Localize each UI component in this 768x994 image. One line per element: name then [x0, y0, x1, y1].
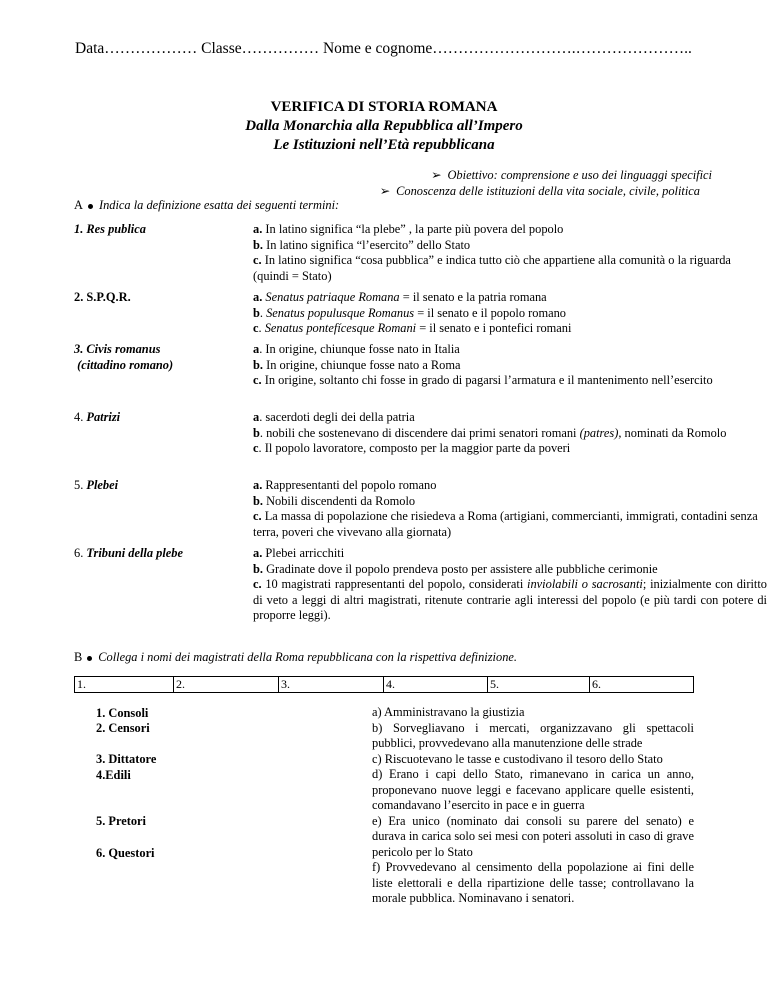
option-b[interactable]: b. Nobili discendenti da Romolo	[253, 493, 416, 508]
answer-cell[interactable]: 6.	[592, 677, 601, 691]
option-a[interactable]: a. sacerdoti degli dei della patria	[253, 410, 415, 424]
question-term: 3. Civis romanus (cittadino romano)	[74, 342, 174, 372]
question-term: 4. Patrizi	[74, 410, 121, 424]
definitions-list	[372, 705, 694, 907]
list-item: a) Amministravano la giustizia	[372, 705, 525, 719]
list-item: 5. Pretori	[96, 814, 146, 828]
title-block	[0, 98, 768, 155]
option-c[interactable]: c. Senatus pontefícesque Romani = il senato e i pontefici romani	[253, 321, 572, 335]
question-options	[253, 546, 767, 624]
list-item: c) Riscuotevano le tasse e custodivano il tesoro dello Stato	[372, 751, 663, 766]
answer-grid	[74, 676, 694, 693]
option-b[interactable]: b. In latino significa “l’esercito” dello Stato	[253, 237, 471, 252]
arrow-bullet-icon: ➢	[379, 183, 391, 198]
option-c[interactable]: c. In origine, soltanto chi fosse in grado di pagarsi l’armatura e il mantenimento nell’esercito	[253, 373, 713, 387]
list-item: 3. Dittatore	[96, 752, 157, 766]
student-info-line: Data……………… Classe…………… Nome e cognome……………………….…………………..	[75, 40, 692, 57]
list-item: d) Erano i capi dello Stato, rimanevano in carica un anno, proponevano nuove leggi e facevano applicare quelle esistenti, comandavano l’esercito in pace e in guerra	[372, 767, 694, 812]
question-options	[253, 222, 767, 284]
section-b-heading	[74, 650, 517, 665]
option-a[interactable]: a. Rappresentanti del popolo romano	[253, 478, 437, 492]
question-term: 6. Tribuni della plebe	[74, 546, 183, 560]
question-term: 2. S.P.Q.R.	[74, 290, 131, 304]
question-options	[253, 478, 767, 540]
option-c[interactable]: c. 10 magistrati rappresentanti del popolo, considerati inviolabili o sacrosanti; inizialmente con diritto di veto a leggi di altri magistrati, ritenute contrarie agli interessi del popolo (e più tardi con potere di proporre leggi).	[253, 577, 768, 622]
option-a[interactable]: a. In latino significa “la plebe” , la parte più povera del popolo	[253, 222, 564, 236]
option-c[interactable]: c. La massa di popolazione che risiedeva a Roma (artigiani, commercianti, immigrati, contadini senza terra, poveri che vivevano alla giornata)	[253, 509, 758, 539]
option-c[interactable]: c. In latino significa “cosa pubblica” e indica tutto ciò che appartiene alla comunità o la riguarda (quindi = Stato)	[253, 253, 731, 283]
subtitle-1: Dalla Monarchia alla Repubblica all’Impero	[245, 118, 523, 134]
option-b[interactable]: b. Gradinate dove il popolo prendeva posto per assistere alle pubbliche cerimonie	[253, 561, 658, 576]
answer-cell[interactable]: 4.	[384, 677, 488, 692]
option-b[interactable]: b. Senatus populusque Romanus = il senato e il popolo romano	[253, 305, 566, 320]
objectives-list	[380, 168, 712, 199]
option-a[interactable]: a. Senatus patriaque Romana = il senato e la patria romana	[253, 290, 547, 304]
bullet-dot-icon	[88, 204, 93, 209]
answer-cell[interactable]: 2.	[174, 677, 279, 692]
list-item: f) Provvedevano al censimento della popolazione ai fini delle liste elettorali e della ripartizione delle tasse; controllavano la morale pubblica. Nominavano i senatori.	[372, 860, 694, 905]
bullet-dot-icon	[87, 656, 92, 661]
answer-cell[interactable]: 5.	[488, 677, 590, 692]
answer-cell[interactable]: 1.	[75, 677, 174, 692]
question-term: 1. Res publica	[74, 222, 146, 236]
list-item: 2. Censori	[96, 721, 150, 735]
section-a-heading	[74, 198, 339, 213]
list-item: 6. Questori	[96, 846, 155, 860]
answer-cell[interactable]: 3.	[279, 677, 384, 692]
list-item: 1. Consoli	[96, 706, 149, 720]
section-letter: B	[74, 650, 83, 664]
option-b[interactable]: b. In origine, chiunque fosse nato a Roma	[253, 357, 461, 372]
objective-item: ➢ Conoscenza delle istituzioni della vita sociale, civile, politica	[379, 183, 700, 198]
section-letter: A	[74, 198, 83, 212]
subtitle-2: Le Istituzioni nell’Età repubblicana	[273, 137, 495, 153]
section-instruction: Indica la definizione esatta dei seguenti termini:	[98, 198, 340, 212]
option-b[interactable]: b. nobili che sostenevano di discendere dai primi senatori romani (patres), nominati da Romolo	[253, 425, 727, 440]
objective-item: ➢ Obiettivo: comprensione e uso dei linguaggi specifici	[431, 168, 712, 182]
list-item: e) Era unico (nominato dai consoli su parere del senato) e durava in carica solo sei mesi con poteri assoluti in caso di grave pericolo per lo Stato	[372, 813, 694, 859]
question-term: 5. Plebei	[74, 478, 119, 492]
list-item: b) Sorvegliavano i mercati, organizzavano gli spettacoli pubblici, provvedevano alla manutenzione delle strade	[372, 720, 694, 750]
arrow-bullet-icon: ➢	[431, 168, 442, 182]
page-title: VERIFICA DI STORIA ROMANA	[270, 99, 498, 115]
section-instruction: Collega i nomi dei magistrati della Roma repubblicana con la rispettiva definizione.	[98, 650, 517, 664]
question-options	[253, 410, 767, 457]
list-item: 4.Edili	[96, 768, 131, 782]
question-options	[253, 342, 767, 389]
question-options	[253, 290, 767, 337]
option-a[interactable]: a. Plebei arricchiti	[253, 546, 345, 560]
option-a[interactable]: a. In origine, chiunque fosse nato in Italia	[253, 342, 460, 356]
option-c[interactable]: c. Il popolo lavoratore, composto per la maggior parte da poveri	[253, 441, 571, 455]
